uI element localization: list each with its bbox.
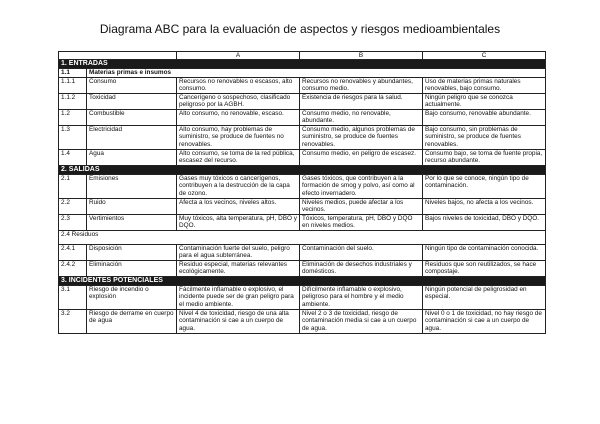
row-number: 2.4.2	[59, 260, 87, 276]
row-label	[59, 230, 546, 244]
cell-a: Alto consumo, se toma de la red pública, escasez del recurso.	[177, 149, 300, 165]
section-title: 2. SALIDAS	[59, 165, 546, 174]
row-name: Combustible	[87, 109, 177, 125]
cell-c: Bajo consumo, sin problemas de suministro, se produce de fuentes renovables.	[423, 125, 546, 149]
row-number: 3.1	[59, 285, 87, 309]
row-name: Electricidad	[87, 125, 177, 149]
abc-table	[58, 51, 546, 334]
table-row	[59, 285, 546, 309]
column-header-c: C	[423, 52, 546, 60]
column-header-row	[59, 52, 546, 60]
section-row	[59, 60, 546, 69]
cell-b: Difícilmente inflamable o explosivo, peligroso para el hombre y el medio ambiente.	[300, 285, 423, 309]
section-title: 3. INCIDENTES POTENCIALES	[59, 276, 546, 285]
column-header-a: A	[177, 52, 300, 60]
row-name: Agua	[87, 149, 177, 165]
row-name: Residuos	[71, 230, 99, 238]
table-row	[59, 309, 546, 333]
table-row	[59, 149, 546, 165]
row-name: Eliminación	[87, 260, 177, 276]
table-row	[59, 93, 546, 109]
row-name: Ruido	[87, 198, 177, 214]
cell-b: Contaminación del suelo.	[300, 244, 423, 260]
cell-c: Uso de materias primas naturales renovables, bajo consumo.	[423, 77, 546, 93]
row-number: 1.2	[59, 109, 87, 125]
subsection-row	[59, 230, 546, 244]
cell-c: Residuos que son reutilizados, se hace compostaje.	[423, 260, 546, 276]
row-number: 1.1	[59, 69, 87, 77]
table-row	[59, 198, 546, 214]
table-row	[59, 260, 546, 276]
row-name: Consumo	[87, 77, 177, 93]
table-row	[59, 174, 546, 198]
row-number: 1.4	[59, 149, 87, 165]
cell-b: Gases tóxicos, que contribuyen a la formación de smog y polvo, así como al efecto invernadero.	[300, 174, 423, 198]
section-title: 1. ENTRADAS	[59, 60, 546, 69]
row-number: 2.3	[59, 214, 87, 230]
cell-c: Bajo consumo, renovable abundante.	[423, 109, 546, 125]
cell-a: Gases muy tóxicos o cancerígenos, contribuyen a la destrucción de la capa de ozono.	[177, 174, 300, 198]
cell-b: Niveles medios, puede afectar a los vecinos.	[300, 198, 423, 214]
cell-b: Existencia de riesgos para la salud.	[300, 93, 423, 109]
cell-b: Eliminación de desechos industriales y domésticos.	[300, 260, 423, 276]
row-number: 2.4	[61, 230, 70, 238]
section-row	[59, 276, 546, 285]
cell-a: Residuo especial, materias relevantes ecológicamente.	[177, 260, 300, 276]
cell-c: Por lo que se conoce, ningún tipo de contaminación.	[423, 174, 546, 198]
row-number: 2.1	[59, 174, 87, 198]
cell-c: Bajos niveles de toxicidad, DBO y DQO.	[423, 214, 546, 230]
column-header-blank	[59, 52, 177, 60]
cell-c: Ningún peligro que se conozca actualmente.	[423, 93, 546, 109]
table-row	[59, 109, 546, 125]
cell-a: Alto consumo, no renovable, escaso.	[177, 109, 300, 125]
page-title: Diagrama ABC para la evaluación de aspectos y riesgos medioambientales	[99, 22, 501, 36]
cell-a: Muy tóxicos, alta temperatura, pH, DBO y DQO.	[177, 214, 300, 230]
section-row	[59, 165, 546, 174]
row-name: Materias primas e insumos	[87, 69, 546, 77]
row-number: 1.1.1	[59, 77, 87, 93]
cell-c: Consumo bajo, se toma de fuente propia, recurso abundante.	[423, 149, 546, 165]
cell-a: Cancerígeno o sospechoso, clasificado peligroso por la AGBH.	[177, 93, 300, 109]
row-name: Riesgo de incendio o explosión	[87, 285, 177, 309]
row-number: 1.1.2	[59, 93, 87, 109]
cell-a: Fácilmente inflamable o explosivo, el incidente puede ser de gran peligro para el medio ambiente.	[177, 285, 300, 309]
cell-b: Consumo medio, algunos problemas de suministro, se produce de fuentes renovables.	[300, 125, 423, 149]
row-number: 3.2	[59, 309, 87, 333]
cell-a: Afecta a los vecinos, niveles altos.	[177, 198, 300, 214]
row-name: Vertimientos	[87, 214, 177, 230]
cell-a: Alto consumo, hay problemas de suministro, se produce de fuentes no renovables.	[177, 125, 300, 149]
cell-b: Nivel 2 o 3 de toxicidad, riesgo de contaminación media si cae a un cuerpo de agua.	[300, 309, 423, 333]
cell-b: Tóxicos, temperatura, pH, DBO y DQO en niveles medios.	[300, 214, 423, 230]
table-row	[59, 125, 546, 149]
table-row	[59, 77, 546, 93]
cell-c: Nivel 0 o 1 de toxicidad, no hay riesgo de contaminación si cae a un cuerpo de agua.	[423, 309, 546, 333]
row-number: 2.2	[59, 198, 87, 214]
subsection-row	[59, 69, 546, 77]
row-name: Disposición	[87, 244, 177, 260]
cell-c: Niveles bajos, no afecta a los vecinos.	[423, 198, 546, 214]
column-header-b: B	[300, 52, 423, 60]
cell-a: Nivel 4 de toxicidad, riesgo de una alta contaminación si cae a un cuerpo de agua.	[177, 309, 300, 333]
cell-a: Contaminación fuerte del suelo, peligro para el agua subterránea.	[177, 244, 300, 260]
cell-b: Recursos no renovables y abundantes, consumo medio.	[300, 77, 423, 93]
cell-b: Consumo medio, en peligro de escasez.	[300, 149, 423, 165]
table-row	[59, 244, 546, 260]
cell-c: Ningún tipo de contaminación conocida.	[423, 244, 546, 260]
cell-c: Ningún potencial de peligrosidad en especial.	[423, 285, 546, 309]
row-name: Toxicidad	[87, 93, 177, 109]
cell-b: Consumo medio, no renovable, abundante.	[300, 109, 423, 125]
table-row	[59, 214, 546, 230]
row-number: 1.3	[59, 125, 87, 149]
row-number: 2.4.1	[59, 244, 87, 260]
row-name: Emisiones	[87, 174, 177, 198]
cell-a: Recursos no renovables o escasos, alto consumo.	[177, 77, 300, 93]
row-name: Riesgo de derrame en cuerpo de agua	[87, 309, 177, 333]
